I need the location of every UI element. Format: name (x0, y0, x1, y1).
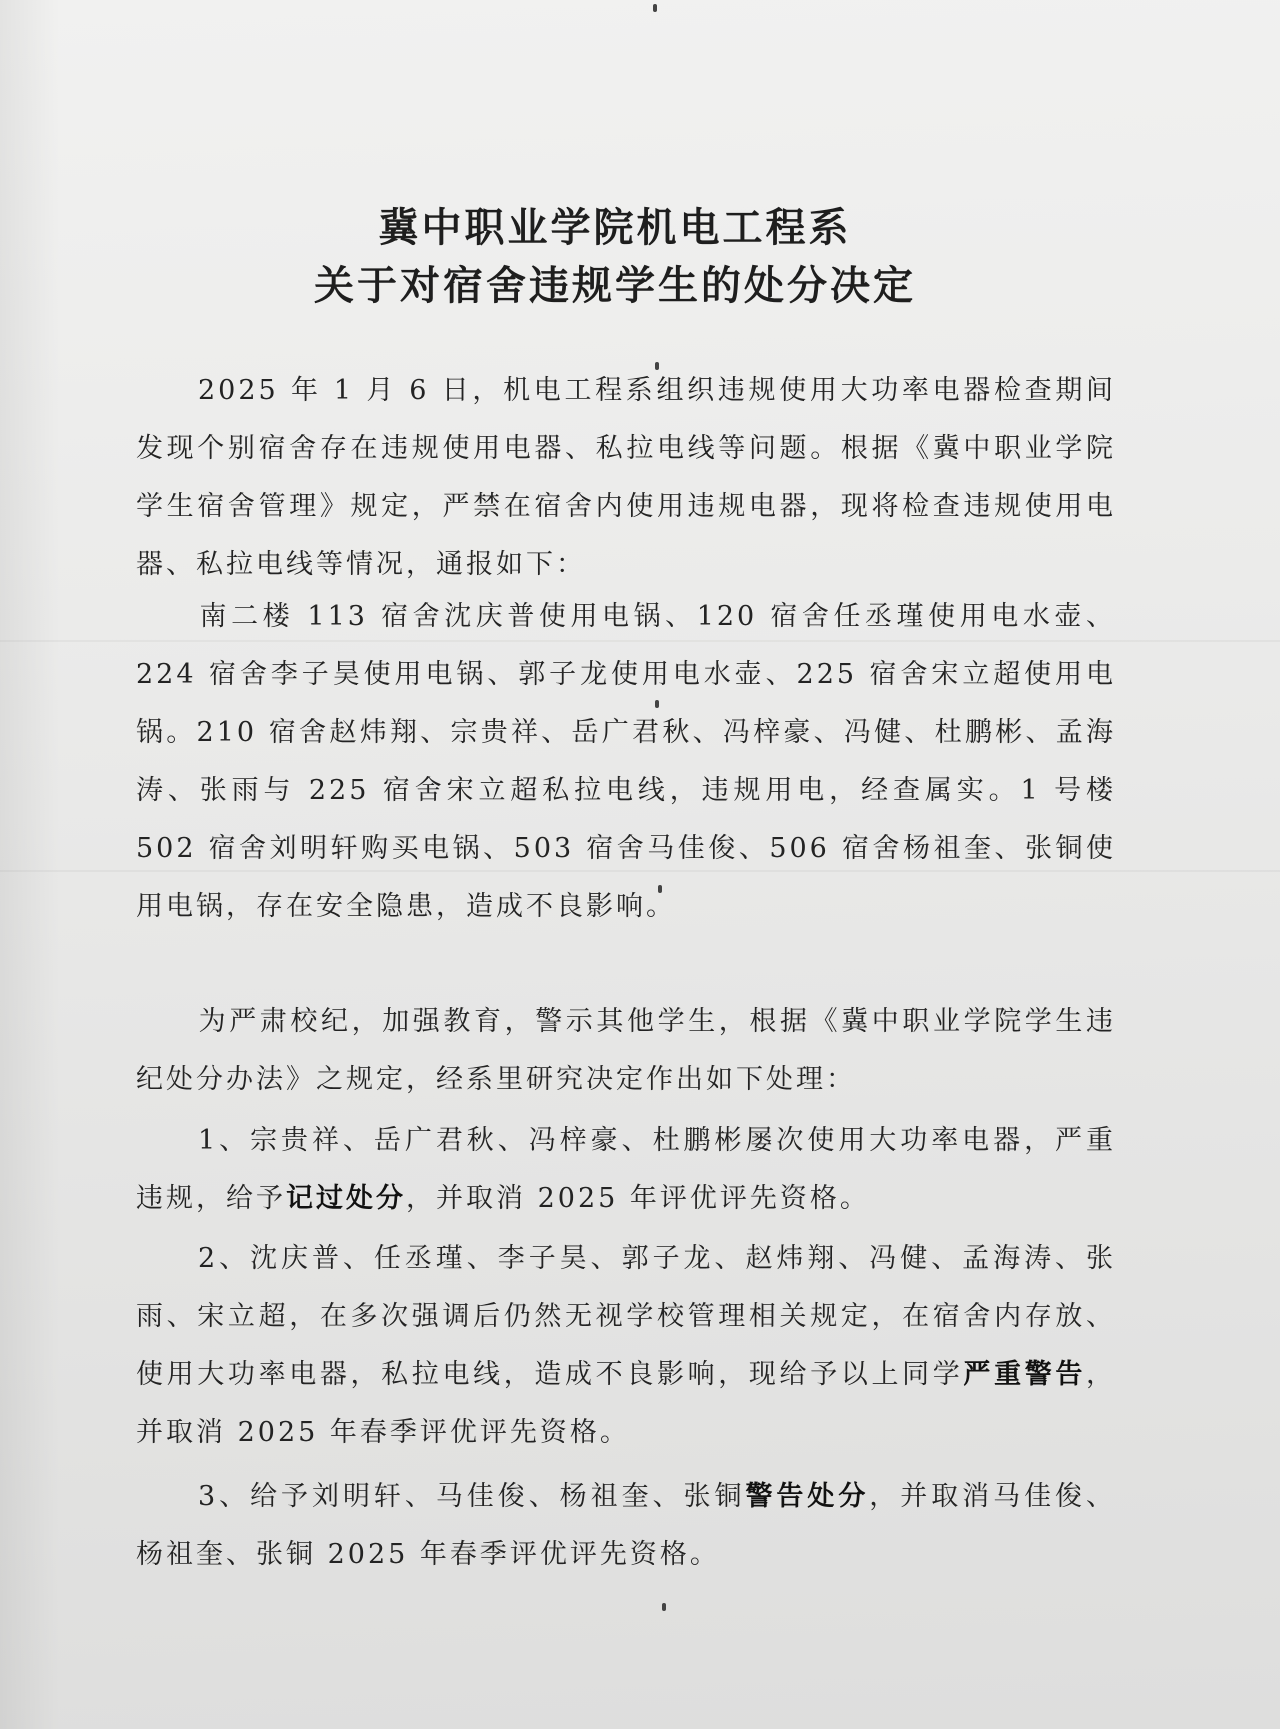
paragraph-intro (136, 362, 1116, 594)
ink-speck (653, 4, 657, 12)
penalty-item-2 (136, 1230, 1116, 1462)
penalty-item-1-post: ，并取消 2025 年评优评先资格。 (406, 1183, 870, 1214)
penalty-item-2-post: ，并取消 2025 年春季评优评先资格。 (136, 1359, 1117, 1448)
document-title-line1: 冀中职业学院机电工程系 (378, 205, 852, 251)
penalty-item-3-post: ，并取消马佳俊、杨祖奎、张铜 2025 年春季评优评先资格。 (136, 1481, 1117, 1570)
penalty-item-1-pre: 1、宗贵祥、岳广君秋、冯梓豪、杜鹏彬屡次使用大功率电器，严重违规，给予 (136, 1125, 1116, 1214)
paragraph-findings-text: 南二楼 113 宿舍沈庆普使用电锅、120 宿舍任丞瑾使用电水壶、224 宿舍李子昊使用电锅、郭子龙使用电水壶、225 宿舍宋立超使用电锅。210 宿舍赵炜翔、宗贵祥、岳广君秋、冯梓豪、冯健、杜鹏彬、孟海涛、张雨与 225 宿舍宋立超私拉电线，违规用电，经查属实。1 号楼 502 宿舍刘明轩购买电锅、503 宿舍马佳俊、506 宿舍杨祖奎、张铜使用电锅，存在安全隐患，造成不良影响。 (136, 601, 1116, 922)
penalty-item-3-bold: 警告处分 (745, 1481, 870, 1512)
penalty-item-1-bold: 记过处分 (286, 1183, 406, 1214)
paragraph-findings (136, 588, 1116, 936)
penalty-item-2-bold: 严重警告 (963, 1359, 1087, 1390)
penalty-item-3 (136, 1468, 1116, 1584)
penalty-item-3-pre: 3、给予刘明轩、马佳俊、杨祖奎、张铜 (198, 1481, 746, 1512)
penalty-item-2-pre: 2、沈庆普、任丞瑾、李子昊、郭子龙、赵炜翔、冯健、孟海涛、张雨、宋立超，在多次强调后仍然无视学校管理相关规定，在宿舍内存放、使用大功率电器，私拉电线，造成不良影响，现给予以上同学 (136, 1243, 1116, 1390)
penalty-item-1 (136, 1112, 1116, 1228)
paragraph-decision-intro (136, 993, 1116, 1109)
paragraph-intro-text: 2025 年 1 月 6 日，机电工程系组织违规使用大功率电器检查期间发现个别宿舍存在违规使用电器、私拉电线等问题。根据《冀中职业学院学生宿舍管理》规定，严禁在宿舍内使用违规电器，现将检查违规使用电器、私拉电线等情况，通报如下： (136, 375, 1116, 580)
document-title-line2: 关于对宿舍违规学生的处分决定 (314, 263, 916, 309)
paragraph-decision-intro-text: 为严肃校纪，加强教育，警示其他学生，根据《冀中职业学院学生违纪处分办法》之规定，经系里研究决定作出如下处理： (136, 1006, 1116, 1095)
ink-speck (662, 1603, 666, 1611)
